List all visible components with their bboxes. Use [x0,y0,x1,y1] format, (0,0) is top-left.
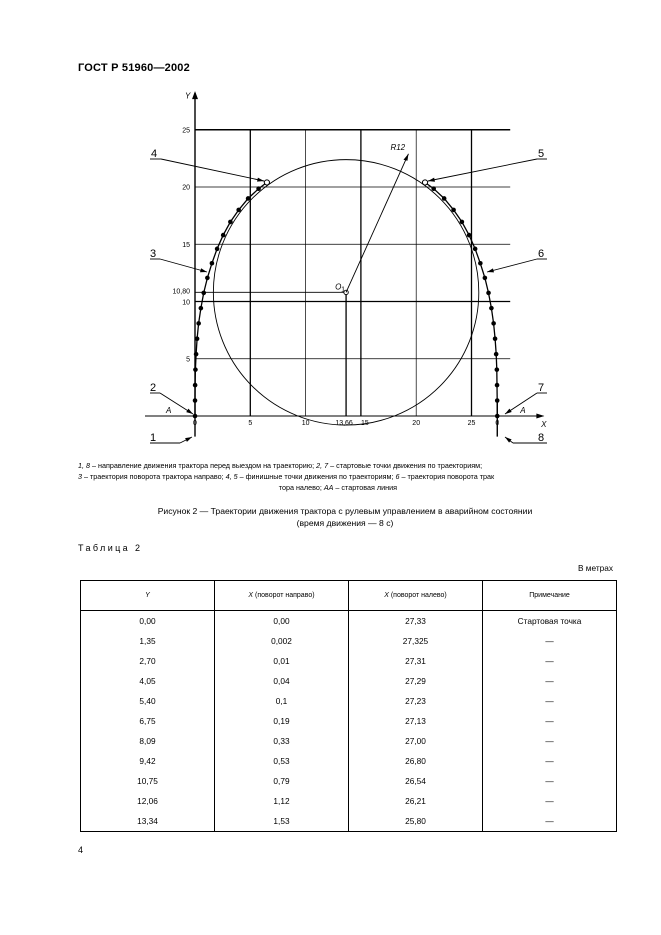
table-row [81,791,617,811]
left-turn-trajectory [423,180,500,418]
cell-note: — [483,691,617,711]
cell-y: 8,09 [81,731,215,751]
cell-x-right: 0,53 [215,751,349,771]
cell-x-left: 27,33 [349,611,483,632]
callout-label: 7 [538,382,545,394]
callout-1 [150,432,192,444]
cell-x-right: 0,002 [215,631,349,651]
callouts [150,148,547,444]
right-turn-point [236,208,241,213]
left-turn-point [483,276,488,281]
cell-x-left: 27,13 [349,711,483,731]
cell-y: 10,75 [81,771,215,791]
right-turn-point [193,398,198,403]
x-tick-label: 25 [467,420,476,427]
right-turn-path [195,182,267,416]
legend-line-3: тора налево; AA – стартовая линия [278,483,397,492]
cell-note: — [483,631,617,651]
table-row [81,811,617,832]
cell-y: 4,05 [81,671,215,691]
cell-y: 0,00 [81,611,215,632]
cell-note: — [483,651,617,671]
table-title: Таблица 2 [78,543,143,553]
center-subscript: 1 [341,286,345,294]
right-turn-point [196,321,201,326]
legend-line-1: 1, 8 – направление движения трактора перед выездом на траекторию; 2, 7 – стартовые точки движения по траекториям; [78,461,483,470]
table-row [81,731,617,751]
x-tick-label: 0 [495,420,500,427]
callout-arrow [428,178,435,182]
radius-label: R12 [390,142,406,152]
callout-arrow [487,268,494,272]
cell-y: 5,40 [81,691,215,711]
data-table [80,580,617,832]
right-turn-point [221,233,226,238]
callout-label: 1 [150,432,157,444]
header-x-right: X (поворот направо) [215,581,349,611]
cell-x-right: 0,1 [215,691,349,711]
y-axis-label: Y [185,91,191,101]
callout-leader [160,259,207,272]
finish-point-5 [422,180,427,185]
left-turn-point [495,398,500,403]
right-turn-point [199,306,204,311]
cell-x-left: 27,325 [349,631,483,651]
left-turn-point [460,220,465,225]
cell-note: — [483,731,617,751]
cell-x-right: 1,12 [215,791,349,811]
callout-leader [161,159,264,181]
cell-x-left: 26,54 [349,771,483,791]
cell-x-right: 0,00 [215,611,349,632]
cell-x-right: 0,79 [215,771,349,791]
right-turn-point [215,247,220,252]
right-turn-point [205,276,210,281]
table-row [81,671,617,691]
right-turn-point [228,220,233,225]
cell-note: — [483,751,617,771]
callout-arrow [200,268,207,272]
callout-4 [150,148,264,182]
document-header: ГОСТ Р 51960—2002 [78,62,190,74]
header-note: Примечание [483,581,617,611]
left-turn-point [467,233,472,238]
left-turn-point [495,414,500,419]
radius-arrow [403,154,408,161]
units-label: В метрах [577,563,613,573]
cell-x-right: 0,04 [215,671,349,691]
x-axis-label: X [541,420,547,429]
cell-y: 2,70 [81,651,215,671]
figure-legend [78,460,612,493]
x-tick-label: 15 [361,420,369,427]
x-tick-label: 5 [248,420,253,427]
callout-2 [150,382,193,414]
right-turn-point [195,336,200,341]
callout-7 [505,382,547,414]
callout-arrow [505,409,512,414]
finish-point-4 [264,180,269,185]
right-turn-trajectory [193,180,269,418]
x-tick-label: 10 [301,420,310,427]
table-header-row [81,581,617,611]
cell-note: — [483,771,617,791]
cell-x-left: 27,00 [349,731,483,751]
callout-arrow [257,178,264,182]
cell-y: 13,34 [81,811,215,832]
y-tick-label: 10 [182,299,190,307]
left-turn-point [442,196,447,201]
right-turn-point [193,383,198,388]
axes [145,91,544,437]
cell-note: Стартовая точка [483,611,617,632]
callout-label: 5 [538,148,545,160]
y-tick-label: 25 [182,127,190,135]
left-turn-point [478,261,483,266]
radius-line [346,154,408,293]
callout-label: 8 [538,432,545,444]
header-x-left: X (поворот налево) [349,581,483,611]
left-turn-point [451,208,456,213]
left-turn-point [493,336,498,341]
cell-x-right: 0,01 [215,651,349,671]
right-turn-point [246,196,251,201]
trajectory-figure [0,0,661,460]
cell-x-left: 27,29 [349,671,483,691]
y-tick-label: 5 [186,356,190,364]
figure-caption [78,505,612,529]
left-turn-point [431,186,436,191]
callout-3 [150,248,207,272]
callout-arrow [185,437,192,442]
page-number: 4 [78,845,84,855]
right-turn-point [193,414,198,419]
cell-note: — [483,671,617,691]
left-turn-point [473,247,478,252]
caption-line-2: (время движения — 8 с) [296,518,394,528]
table-row [81,691,617,711]
table-row [81,771,617,791]
cell-x-left: 25,80 [349,811,483,832]
left-turn-path [425,182,497,416]
cell-x-right: 1,53 [215,811,349,832]
table-body [81,611,617,832]
caption-line-1: Рисунок 2 — Траектории движения трактора с рулевым управлением в аварийном состоянии [157,506,533,516]
table-row [81,611,617,632]
x-tick-label: 0 [193,420,197,427]
right-turn-point [201,291,206,296]
cell-note: — [483,811,617,832]
table-row [81,711,617,731]
cell-y: 12,06 [81,791,215,811]
callout-arrow [505,437,512,443]
cell-note: — [483,791,617,811]
callout-arrow [186,409,193,414]
cell-x-right: 0,33 [215,731,349,751]
callout-label: 2 [150,382,157,394]
cell-x-right: 0,19 [215,711,349,731]
left-turn-point [495,383,500,388]
start-line-label-left: A [166,406,172,415]
cell-y: 1,35 [81,631,215,651]
left-turn-point [486,291,491,296]
legend-line-2: 3 – траектория поворота трактора направо; 4, 5 – финишные точки движения по траекториям; 6 – траектория поворота трак [78,472,495,481]
cell-x-left: 26,80 [349,751,483,771]
y-tick-label: 10,80 [172,288,190,296]
x-axis-arrow [536,414,544,419]
grid [195,130,510,416]
start-line-label-right: A [520,406,526,415]
left-turn-point [491,321,496,326]
table-row [81,651,617,671]
callout-6 [487,248,547,272]
callout-label: 6 [538,248,545,260]
x-tick-label: 13,66 [335,420,353,427]
callout-8 [505,432,547,444]
right-turn-point [210,261,215,266]
table-row [81,631,617,651]
right-turn-point [256,186,261,191]
cell-note: — [483,711,617,731]
cell-x-left: 27,31 [349,651,483,671]
center-label: O [335,282,342,292]
y-axis-arrow [192,91,198,99]
left-turn-point [495,367,500,372]
callout-leader [487,259,537,272]
left-turn-point [494,352,499,357]
table-row [81,751,617,771]
y-tick-label: 20 [182,184,190,192]
cell-x-left: 26,21 [349,791,483,811]
figure-labels [165,91,547,429]
x-tick-label: 20 [412,420,421,427]
callout-5 [428,148,547,182]
callout-label: 3 [150,248,157,260]
y-tick-label: 15 [182,241,190,249]
cell-y: 9,42 [81,751,215,771]
right-turn-point [194,352,199,357]
left-turn-point [489,306,494,311]
right-turn-point [193,367,198,372]
cell-x-left: 27,23 [349,691,483,711]
callout-label: 4 [151,148,158,160]
header-y: Y [81,581,215,611]
callout-leader [428,159,537,181]
cell-y: 6,75 [81,711,215,731]
